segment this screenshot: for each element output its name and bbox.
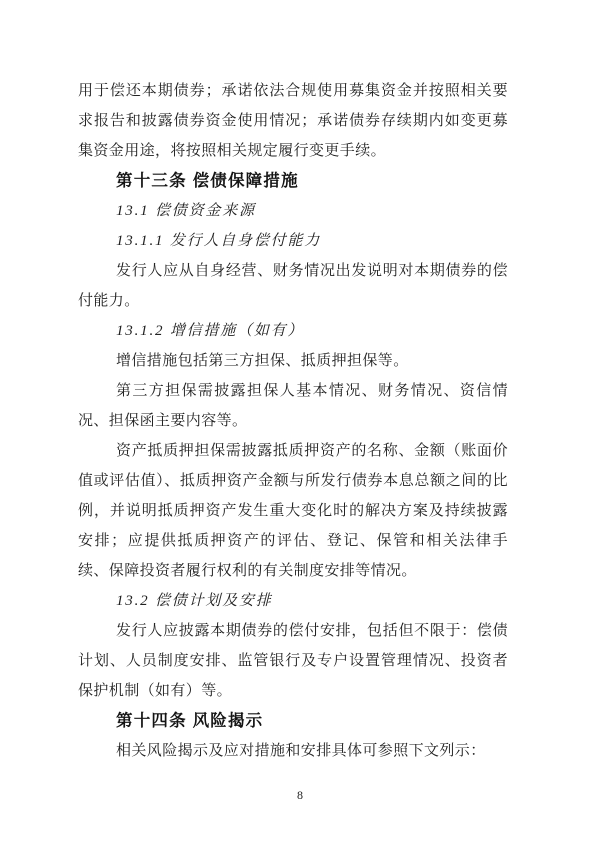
section-heading: 第十三条 偿债保障措施 <box>116 172 299 190</box>
paragraph: 发行人应从自身经营、财务情况出发说明对本期债券的偿付能力。 <box>78 263 508 309</box>
paragraph: 增信措施包括第三方担保、抵质押担保等。 <box>116 353 409 369</box>
page-number: 8 <box>297 788 303 802</box>
paragraph: 资产抵质押担保需披露抵质押资产的名称、金额（账面价值或评估值）、抵质押资产金额与所发行债券本息总额之间的比例，并说明抵质押资产发生重大变化时的解决方案及持续披露安排；应提供抵质押资产的评估、登记、保管和相关法律手续、保障投资者履行权利的有关制度安排等情况。 <box>78 443 508 579</box>
document-content <box>78 76 508 766</box>
paragraph: 相关风险揭示及应对措施和安排具体可参照下文列示： <box>116 743 486 759</box>
paragraph: 第三方担保需披露担保人基本情况、财务情况、资信情况、担保函主要内容等。 <box>78 383 508 429</box>
section-heading: 第十四条 风险揭示 <box>116 712 264 730</box>
paragraph: 发行人应披露本期债券的偿付安排，包括但不限于：偿债计划、人员制度安排、监管银行及专户设置管理情况、投资者保护机制（如有）等。 <box>78 623 508 699</box>
subsection-heading: 13.1.1 发行人自身偿付能力 <box>116 233 322 249</box>
subsection-heading: 13.1.2 增信措施（如有） <box>116 323 305 339</box>
subsection-heading: 13.2 偿债计划及安排 <box>116 593 273 609</box>
subsection-heading: 13.1 偿债资金来源 <box>116 203 256 219</box>
paragraph: 用于偿还本期债券；承诺依法合规使用募集资金并按照相关要求报告和披露债券资金使用情况；承诺债券存续期内如变更募集资金用途，将按照相关规定履行变更手续。 <box>78 83 508 159</box>
